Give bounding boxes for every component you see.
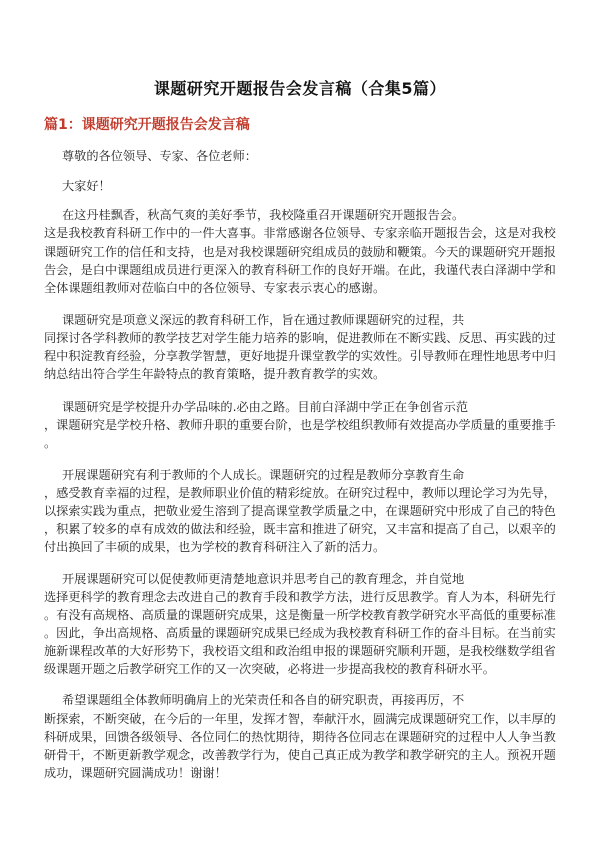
paragraph-5-line: 。因此，争出高规格、高质量的课题研究成果已经成为我校教育科研工作的奋斗目标。在当前实 (44, 626, 556, 640)
paragraph-4-line: 付出换回了丰硕的成果，也为学校的教育科研注入了新的活力。 (44, 540, 386, 554)
paragraph-6-line: 科研成果，回馈各级领导、各位同仁的热忱期待，期待各位同志在课题研究的过程中人人争当教 (44, 730, 556, 744)
paragraph-6-line: 希望课题组全体教师明确肩上的光荣责任和各自的研究职责，再接再厉，不 (62, 693, 465, 707)
greeting-line: 尊敬的各位领导、专家、各位老师： (62, 149, 257, 163)
paragraph-1-line: 告会，是白中课题组成员进行更深入的教育科研工作的良好开端。在此，我谨代表白泽湖中学和 (44, 263, 556, 277)
paragraph-5-line: 施新课程改革的大好形势下，我校语文组和政治组申报的课题研究顺利开题，是我校继数学组省 (44, 644, 556, 658)
paragraph-2-line: 纳总结出符合学生年龄特点的教育策略，提升教育教学的实效。 (44, 367, 386, 381)
paragraph-5-line: 选择更科学的教育理念去改进自己的教育手段和教学方法，进行反思教学。育人为本，科研先行 (44, 590, 556, 604)
paragraph-2-line: 同探讨各学科教师的教学技艺对学生能力培养的影响，促进教师在不断实践、反思、再实践的过 (44, 331, 556, 345)
paragraph-6-line: 研骨干，不断更新教学观念，改善教学行为，使自己真正成为教学和教学研究的主人。预祝开题 (44, 748, 556, 762)
paragraph-2-line: 课题研究是项意义深远的教育科研工作，旨在通过教师课题研究的过程，共 (62, 313, 465, 327)
paragraph-6-line: 成功，课题研究圆满成功！谢谢！ (44, 766, 227, 780)
paragraph-1-line: 课题研究工作的信任和支持，也是对我校课题研究组成员的鼓励和鞭策。今天的课题研究开题报 (44, 245, 556, 259)
paragraph-1-line: 在这丹桂飘香，秋高气爽的美好季节，我校隆重召开课题研究开题报告会。 (62, 208, 465, 222)
salutation-line: 大家好！ (62, 179, 111, 193)
paragraph-3-line: 课题研究是学校提升办学品味的.必由之路。目前白泽湖中学正在争创省示范 (62, 400, 469, 414)
paragraph-3-line: ，课题研究是学校升格、教师升职的重要台阶，也是学校组织教师有效提高办学质量的重要推手 (44, 418, 556, 432)
paragraph-4-line: ，积累了较多的卓有成效的做法和经验，既丰富和推进了研究，又丰富和提高了自己，以艰辛的 (44, 522, 556, 536)
paragraph-4-line: ，感受教育幸福的过程，是教师职业价值的精彩绽放。在研究过程中，教师以理论学习为先导， (44, 486, 556, 500)
paragraph-5-line: 开展课题研究可以促使教师更清楚地意识并思考自己的教育理念，并自觉地 (62, 572, 465, 586)
paragraph-5-line: 。有没有高规格、高质量的课题研究成果，这是衡量一所学校教育教学研究水平高低的重要标准 (44, 608, 556, 622)
paragraph-4-line: 以探索实践为重点，把敬业爱生溶到了提高课堂教学质量之中，在课题研究中形成了自己的特色 (44, 504, 556, 518)
paragraph-1-line: 这是我校教育科研工作中的一件大喜事。非常感谢各位领导、专家亲临开题报告会，这是对我校 (44, 226, 556, 240)
document-title: 课题研究开题报告会发言稿（合集5篇） (153, 79, 447, 98)
paragraph-5-line: 级课题开题之后教学研究工作的又一次突破，必将进一步提高我校的教育科研水平。 (44, 662, 495, 676)
paragraph-2-line: 程中积淀教育经验，分享教学智慧，更好地提升课堂教学的实效性。引导教师在理性地思考中归 (44, 349, 556, 363)
paragraph-4-line: 开展课题研究有利于教师的个人成长。课题研究的过程是教师分享教育生命 (62, 468, 465, 482)
paragraph-1-line: 全体课题组教师对莅临白中的各位领导、专家表示衷心的感谢。 (44, 281, 386, 295)
paragraph-6-line: 断探索，不断突破，在今后的一年里，发挥才智，奉献汗水，圆满完成课题研究工作，以丰厚的 (44, 712, 556, 726)
section-heading: 篇1：课题研究开题报告会发言稿 (44, 117, 250, 133)
paragraph-3-line: 。 (44, 436, 57, 450)
